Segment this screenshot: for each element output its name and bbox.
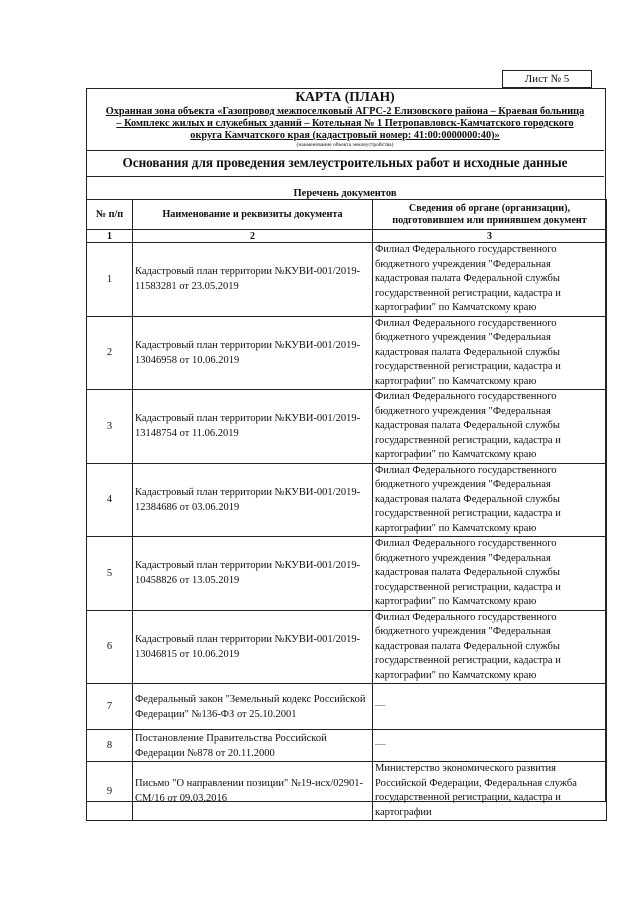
table-row: [87, 243, 607, 317]
table-row: [87, 463, 607, 537]
sheet-number-label: Лист № 5: [502, 70, 592, 88]
table-row: [87, 537, 607, 611]
table-row: [87, 762, 607, 821]
document-name: Кадастровый план территории №КУВИ-001/2019-13148754 от 11.06.2019: [133, 390, 373, 464]
document-name: Кадастровый план территории №КУВИ-001/2019-12384686 от 03.06.2019: [133, 463, 373, 537]
document-organization: Министерство экономического развития Российской Федерации, Федеральная служба государственной регистрации, кадастра и картографии: [373, 762, 607, 821]
index-cell: 3: [373, 230, 607, 243]
row-number: 4: [87, 463, 133, 537]
section-title: Основания для проведения землеустроительных работ и исходные данные: [86, 150, 604, 177]
row-number: 1: [87, 243, 133, 317]
row-number: 9: [87, 762, 133, 821]
document-organization: Филиал Федерального государственного бюджетного учреждения "Федеральная кадастровая палата Федеральной службы государственной регистрации, кадастра и картографии" по Камчатскому краю: [373, 390, 607, 464]
document-organization: Филиал Федерального государственного бюджетного учреждения "Федеральная кадастровая палата Федеральной службы государственной регистрации, кадастра и картографии" по Камчатскому краю: [373, 610, 607, 684]
row-number: 3: [87, 390, 133, 464]
document-organization: —: [373, 730, 607, 762]
document-name: Кадастровый план территории №КУВИ-001/2019-11583281 от 23.05.2019: [133, 243, 373, 317]
document-organization: Филиал Федерального государственного бюджетного учреждения "Федеральная кадастровая палата Федеральной службы государственной регистрации, кадастра и картографии" по Камчатскому краю: [373, 243, 607, 317]
index-cell: 2: [133, 230, 373, 243]
row-number: 8: [87, 730, 133, 762]
document-name: Федеральный закон "Земельный кодекс Российской Федерации" №136-ФЗ от 25.10.2001: [133, 684, 373, 730]
row-number: 2: [87, 316, 133, 390]
documents-table: [86, 199, 607, 821]
document-name: Постановление Правительства Российской Федерации №878 от 20.11.2000: [133, 730, 373, 762]
document-name: Кадастровый план территории №КУВИ-001/2019-13046815 от 10.06.2019: [133, 610, 373, 684]
object-description: Охранная зона объекта «Газопровод межпоселковый АГРС-2 Елизовского района – Краевая больница – Комплекс жилых и служебных зданий – Котельная № 1 Петропавловск-Камчатского городского округа Камчатского края (кадастровый номер: 41:00:0000000:40)»: [105, 106, 585, 141]
document-organization: —: [373, 684, 607, 730]
document-name: Кадастровый план территории №КУВИ-001/2019-10458826 от 13.05.2019: [133, 537, 373, 611]
header-organization: Сведения об органе (организации), подготовившем или принявшем документ: [373, 200, 607, 230]
document-name: Письмо "О направлении позиции" №19-исх/02901-СМ/16 от 09.03.2016: [133, 762, 373, 821]
document-organization: Филиал Федерального государственного бюджетного учреждения "Федеральная кадастровая палата Федеральной службы государственной регистрации, кадастра и картографии" по Камчатскому краю: [373, 463, 607, 537]
document-organization: Филиал Федерального государственного бюджетного учреждения "Федеральная кадастровая палата Федеральной службы государственной регистрации, кадастра и картографии" по Камчатскому краю: [373, 316, 607, 390]
header-document-name: Наименование и реквизиты документа: [133, 200, 373, 230]
index-cell: 1: [87, 230, 133, 243]
title-block: [86, 88, 604, 151]
table-row: [87, 684, 607, 730]
table-row: [87, 730, 607, 762]
table-row: [87, 390, 607, 464]
table-row: [87, 316, 607, 390]
documents-list-title: Перечень документов: [293, 188, 397, 199]
table-index-row: [87, 230, 607, 243]
document-organization: Филиал Федерального государственного бюджетного учреждения "Федеральная кадастровая палата Федеральной службы государственной регистрации, кадастра и картографии" по Камчатскому краю: [373, 537, 607, 611]
object-caption: (наименование объекта землеустройства): [296, 142, 394, 148]
row-number: 7: [87, 684, 133, 730]
row-number: 6: [87, 610, 133, 684]
header-number: № п/п: [87, 200, 133, 230]
table-header-row: [87, 200, 607, 230]
map-title: КАРТА (ПЛАН): [295, 89, 395, 104]
table-row: [87, 610, 607, 684]
row-number: 5: [87, 537, 133, 611]
document-name: Кадастровый план территории №КУВИ-001/2019-13046958 от 10.06.2019: [133, 316, 373, 390]
